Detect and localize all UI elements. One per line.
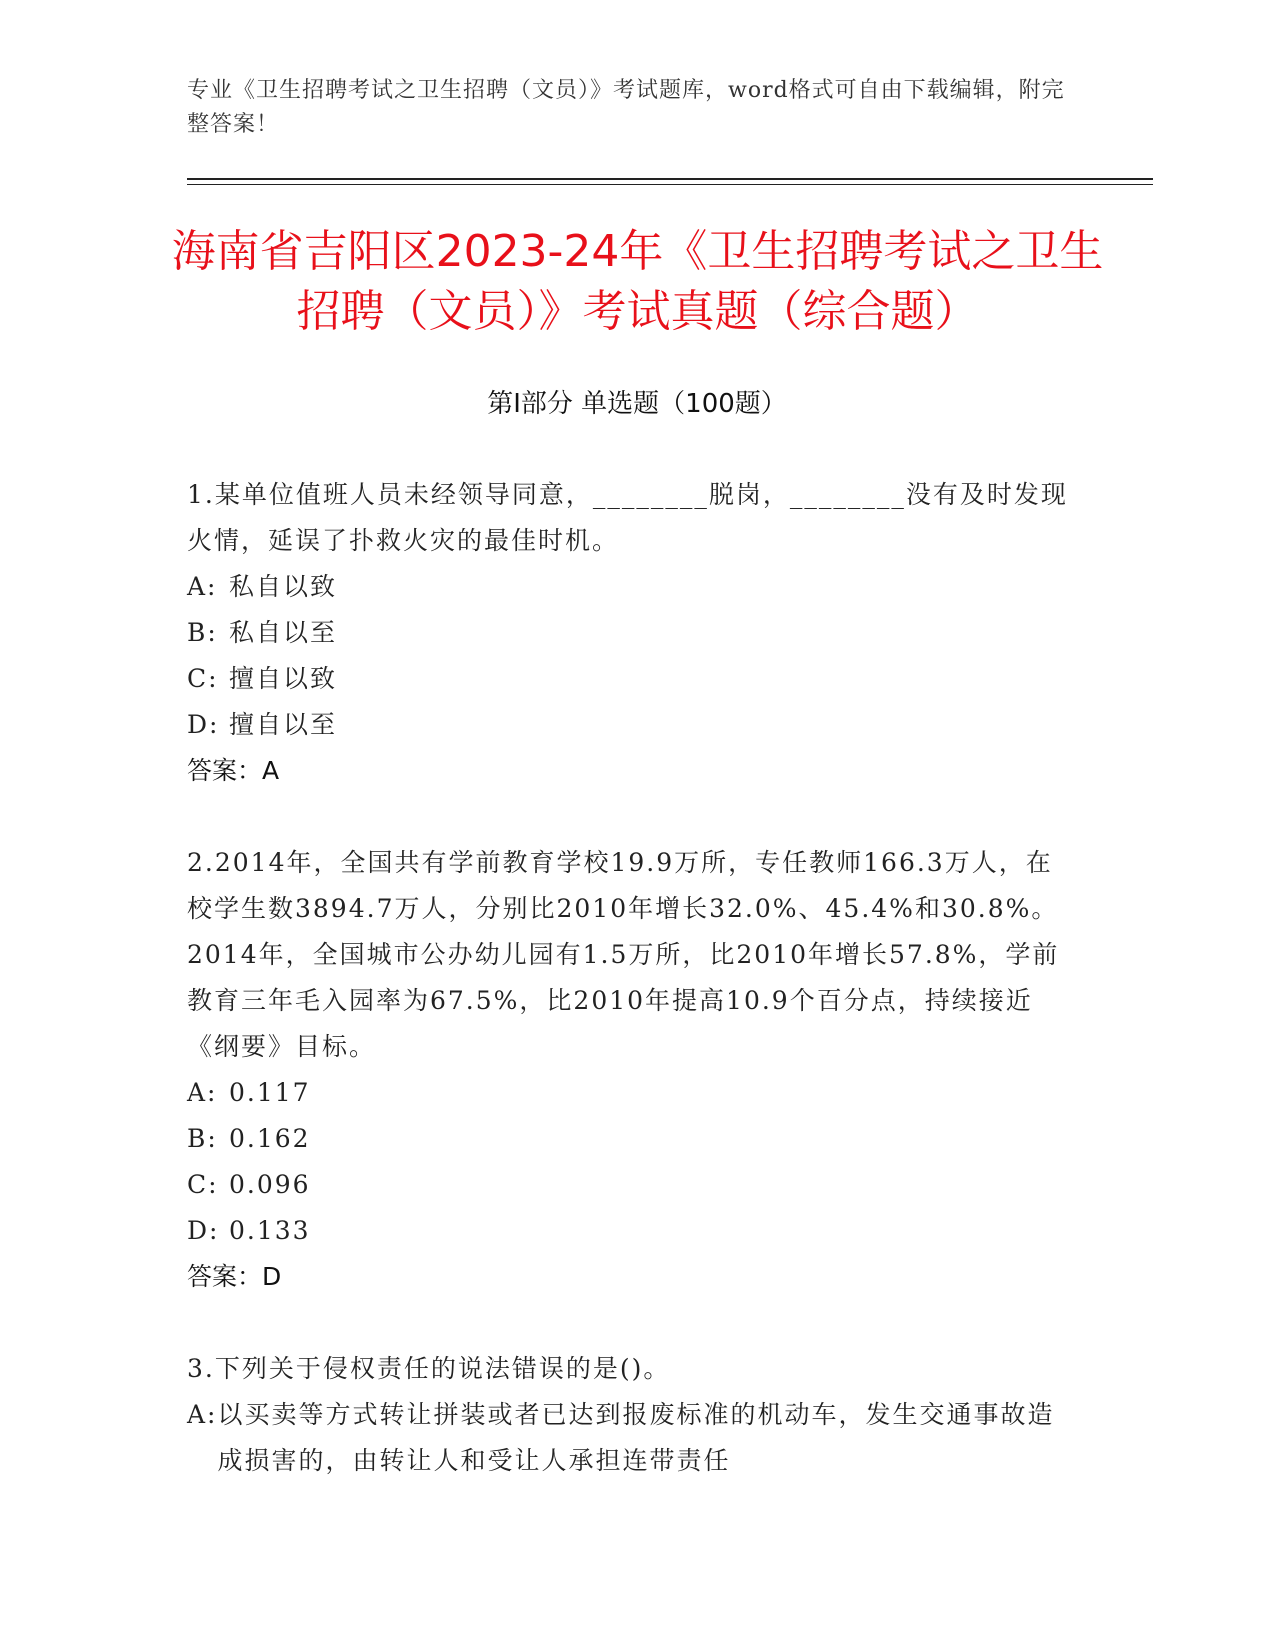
option-text: 以买卖等方式转让拼装或者已达到报废标准的机动车，发生交通事故造成损害的，由转让人和受让人承担连带责任 xyxy=(217,1400,1055,1475)
question-stem: 3.下列关于侵权责任的说法错误的是()。 xyxy=(187,1354,671,1383)
option-text: 0.096 xyxy=(229,1170,311,1199)
option-key: A: xyxy=(187,1078,218,1107)
option-text: 私自以致 xyxy=(229,572,338,601)
option-text: 私自以至 xyxy=(229,618,338,647)
question-item xyxy=(187,472,1077,794)
question-option-d xyxy=(187,1208,1077,1254)
header-divider-thin xyxy=(187,184,1153,185)
option-key: B: xyxy=(187,618,218,647)
header-divider-thick xyxy=(187,178,1153,180)
option-text: 0.162 xyxy=(229,1124,311,1153)
question-answer: 答案：D xyxy=(187,1262,282,1291)
question-option-a xyxy=(187,1070,1077,1116)
section-title: 第Ⅰ部分 单选题（100题） xyxy=(487,389,787,419)
question-item xyxy=(187,840,1077,1300)
question-option-c xyxy=(187,656,1077,702)
option-key: A: xyxy=(187,1400,218,1429)
document-title: 海南省吉阳区2023-24年《卫生招聘考试之卫生招聘（文员）》考试真题（综合题） xyxy=(171,226,1104,337)
header-note: 专业《卫生招聘考试之卫生招聘（文员）》考试题库，word格式可自由下载编辑，附完整答案！ xyxy=(187,78,1065,137)
question-option-a xyxy=(187,564,1077,610)
question-stem: 2.2014年，全国共有学前教育学校19.9万所，专任教师166.3万人，在校学生数3894.7万人，分别比2010年增长32.0%、45.4%和30.8%。2014年，全国城市公办幼儿园有1.5万所，比2010年增长57.8%，学前教育三年毛入园率为67.5%，比2010年提高10.9个百分点，持续接近《纲要》目标。 xyxy=(187,848,1060,1061)
option-key: C: xyxy=(187,664,219,693)
question-option-b xyxy=(187,610,1077,656)
question-stem: 1.某单位值班人员未经领导同意，________脱岗，________没有及时发现火情，延误了扑救火灾的最佳时机。 xyxy=(187,480,1068,555)
question-item xyxy=(187,1346,1077,1484)
option-text: 擅自以至 xyxy=(229,710,338,739)
option-text: 0.133 xyxy=(229,1216,311,1245)
question-option-a xyxy=(187,1392,1077,1484)
option-key: A: xyxy=(187,572,218,601)
option-key: B: xyxy=(187,1124,218,1153)
option-key: C: xyxy=(187,1170,219,1199)
option-text: 擅自以致 xyxy=(229,664,338,693)
question-answer: 答案：A xyxy=(187,756,280,785)
question-option-d xyxy=(187,702,1077,748)
question-option-c xyxy=(187,1162,1077,1208)
option-text: 0.117 xyxy=(229,1078,311,1107)
question-list xyxy=(187,472,1077,1530)
question-option-b xyxy=(187,1116,1077,1162)
option-key: D: xyxy=(187,1216,220,1245)
option-key: D: xyxy=(187,710,220,739)
